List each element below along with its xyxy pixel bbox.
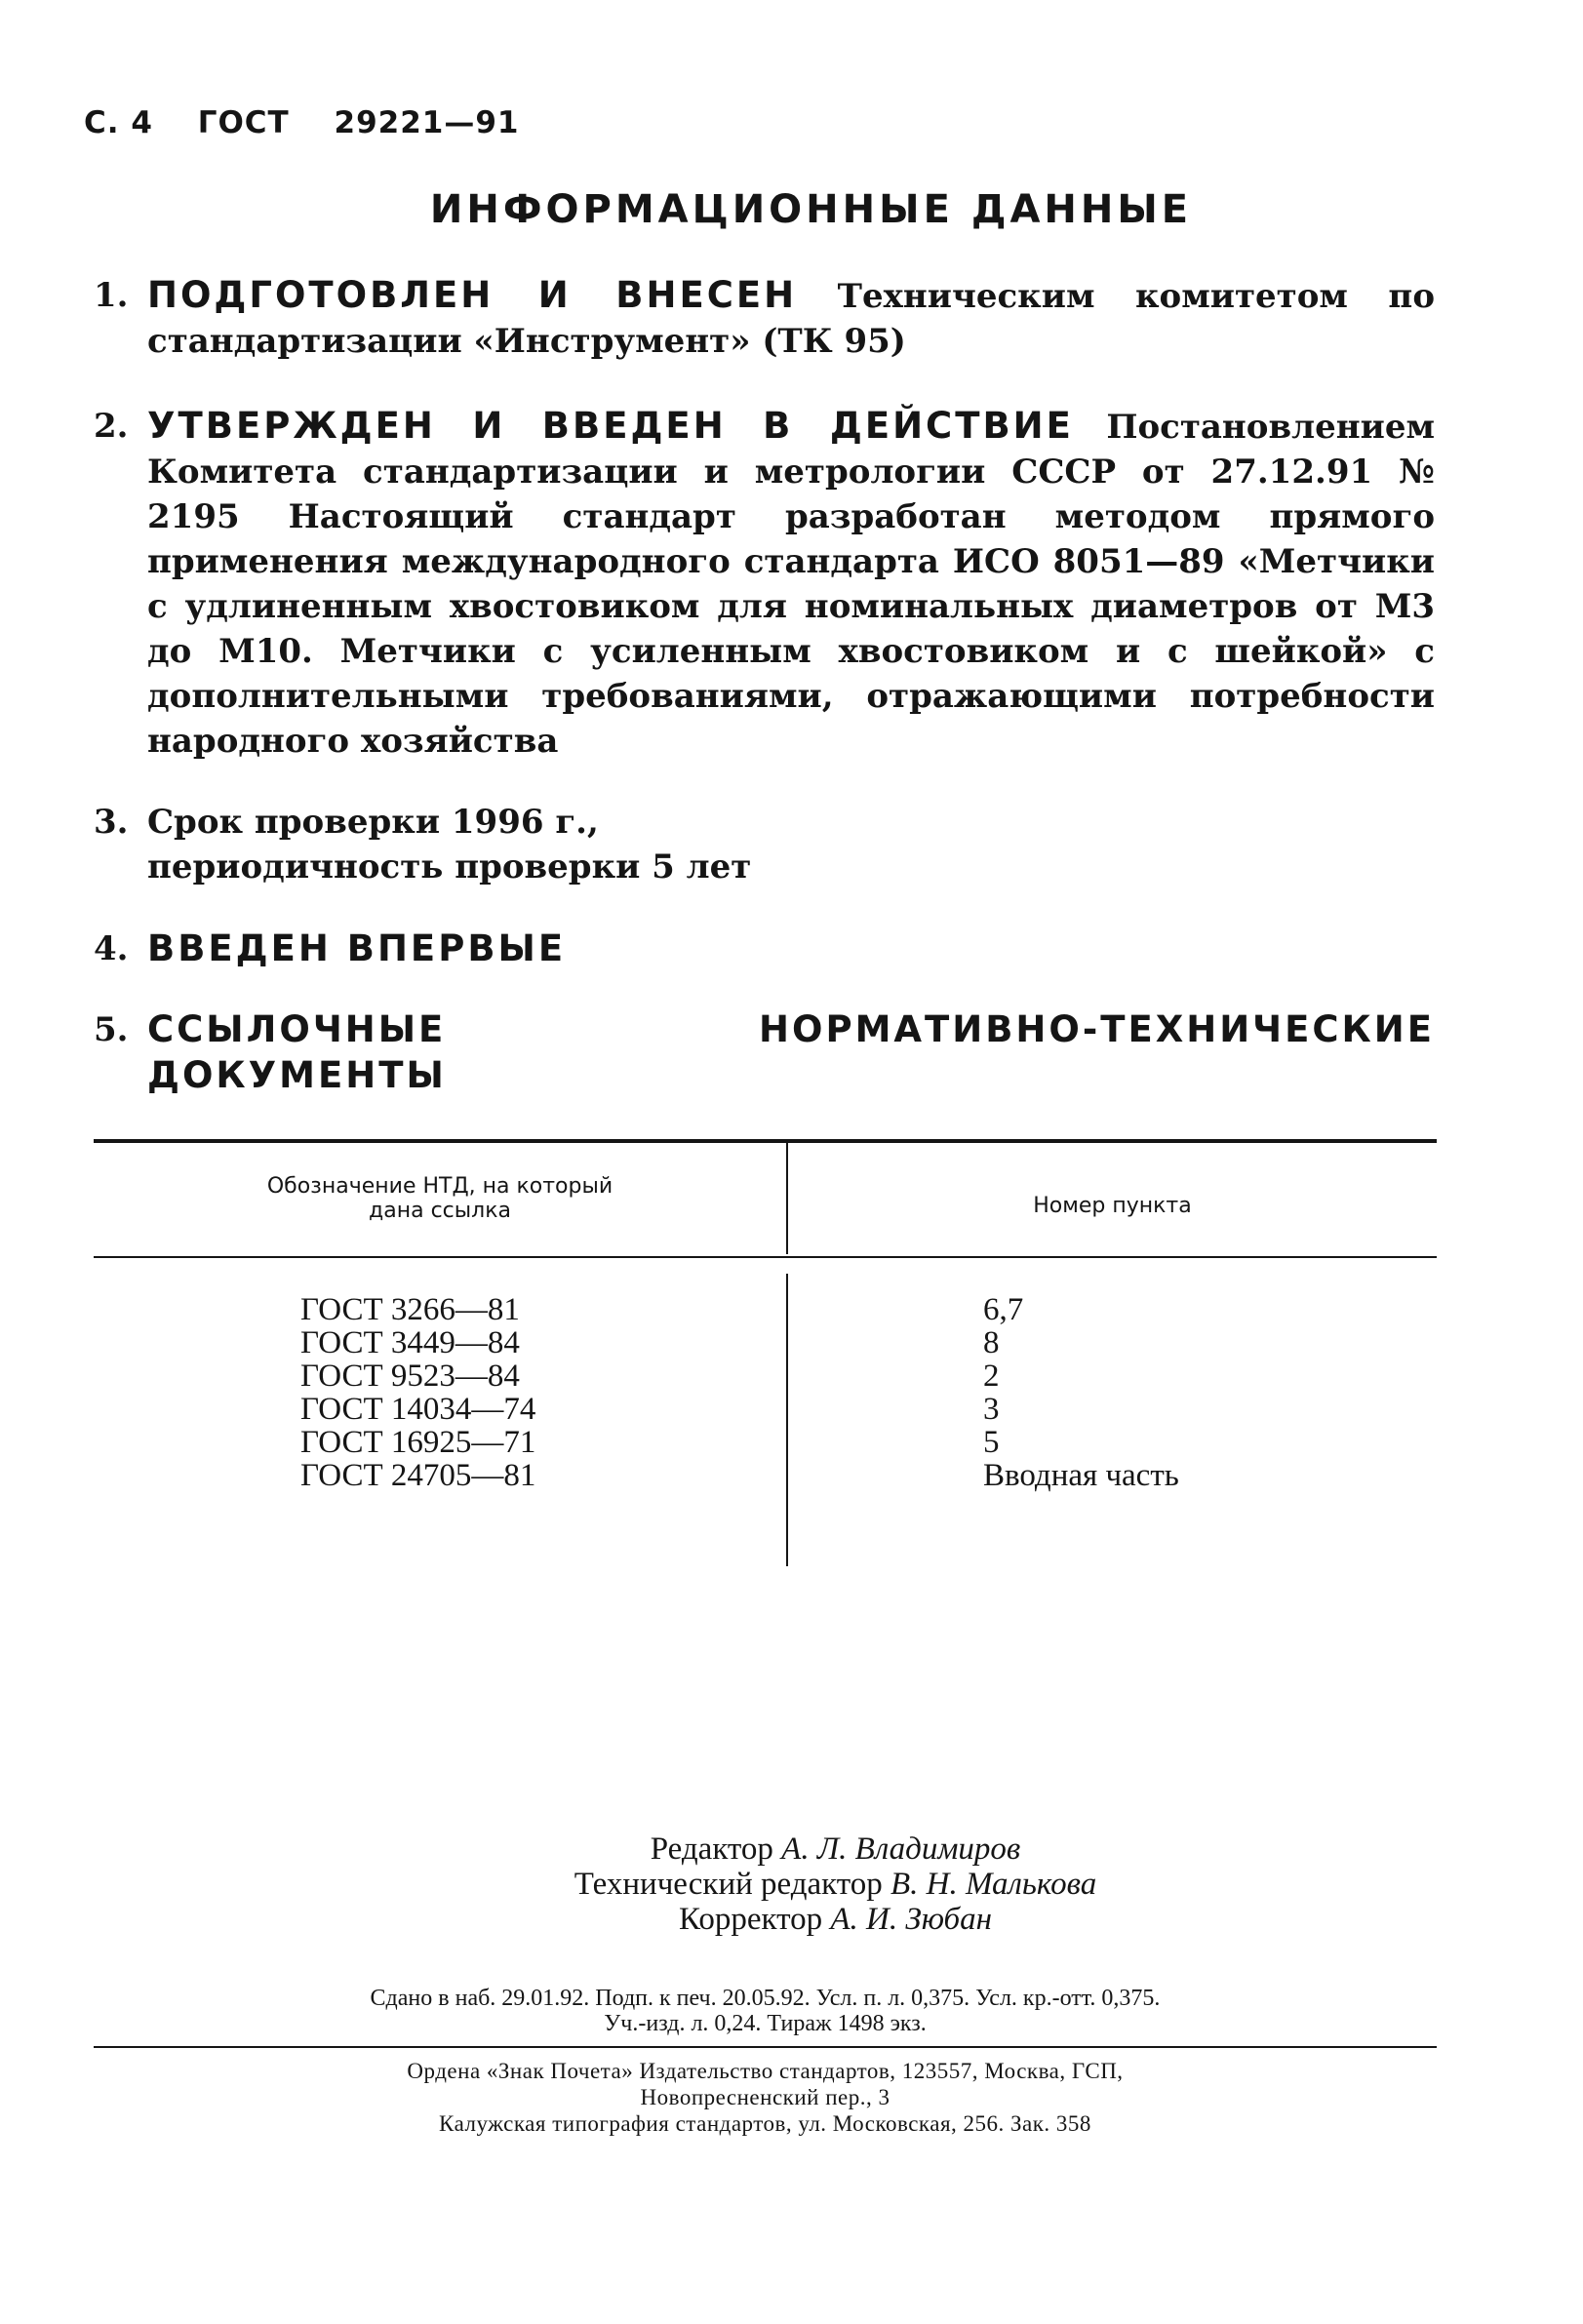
table-cell-clause: 3 — [983, 1392, 1000, 1427]
imprint-rule — [94, 2046, 1437, 2048]
imprint-block — [94, 1986, 1437, 2036]
standard-number: 29221—91 — [334, 105, 520, 140]
column-header-clause: Номер пункта — [1033, 1194, 1192, 1218]
table-cell-clause: 5 — [983, 1425, 1000, 1460]
publisher-line: Новопресненский пер., 3 — [640, 2085, 890, 2109]
table-cell-document: ГОСТ 16925—71 — [300, 1425, 536, 1460]
table-cell-clause: Вводная часть — [983, 1458, 1179, 1493]
item-text-line: периодичность проверки 5 лет — [147, 847, 752, 886]
credit-tech-editor: Технический редактор В. Н. Малькова — [574, 1867, 1097, 1902]
imprint-line: Сдано в наб. 29.01.92. Подп. к печ. 20.05.92. Усл. п. л. 0,375. Усл. кр.-отт. 0,375. — [370, 1986, 1161, 2011]
item-text: Техническим комитетом по стандартизации «Инструмент» (ТК 95) — [147, 277, 1435, 361]
table-cell-clause: 8 — [983, 1325, 1000, 1360]
item-body — [147, 926, 1435, 972]
item-number: 4. — [94, 929, 129, 968]
table-cell-document: ГОСТ 3266—81 — [300, 1292, 520, 1327]
item-number: 5. — [94, 1010, 129, 1049]
document-column — [300, 1293, 535, 1492]
references-table — [94, 1139, 1437, 1578]
credit-corrector: Корректор А. И. Зюбан — [679, 1902, 992, 1937]
page-header — [84, 105, 553, 140]
table-cell-clause: 2 — [983, 1359, 1000, 1394]
item-body — [147, 404, 1435, 764]
column-header-document: Обозначение НТД, на который дана ссылка — [266, 1174, 613, 1223]
info-item-1 — [94, 273, 1435, 364]
table-header-rule — [94, 1256, 1437, 1258]
table-cell-document: ГОСТ 24705—81 — [300, 1458, 536, 1493]
section-title: ИНФОРМАЦИОННЫЕ ДАННЫЕ — [429, 187, 1193, 232]
info-item-4 — [94, 926, 1435, 972]
publisher-block — [94, 2058, 1437, 2137]
table-cell-document: ГОСТ 3449—84 — [300, 1325, 520, 1360]
item-text: Постановлением Комитета стандартизации и метрологии СССР от 27.12.91 № 2195 Настоящий стандарт разработан методом прямого применения международного стандарта ИСО 8051—89 «Метчики с удлиненным хвостовиком для номинальных диаметров от М3 до М10. Метчики с усиленным хвостовиком и с шейкой» с дополнительными требованиями, отражающими потребности народного хозяйства — [147, 408, 1435, 761]
item-heading: УТВЕРЖДЕН И ВВЕДЕН В ДЕЙСТВИЕ — [147, 405, 1074, 447]
info-item-5 — [94, 1007, 1435, 1099]
publisher-line: Ордена «Знак Почета» Издательство стандартов, 123557, Москва, ГСП, — [407, 2059, 1124, 2083]
table-cell-document: ГОСТ 14034—74 — [300, 1392, 536, 1427]
clause-column — [983, 1293, 1179, 1492]
item-number: 1. — [94, 276, 129, 315]
credits-block — [0, 1832, 1583, 1937]
imprint-line: Уч.-изд. л. 0,24. Тираж 1498 экз. — [604, 2011, 927, 2036]
item-body — [147, 1007, 1435, 1099]
item-number: 2. — [94, 407, 129, 446]
item-body — [147, 800, 1435, 889]
item-heading: ПОДГОТОВЛЕН И ВНЕСЕН — [147, 274, 798, 316]
item-number: 3. — [94, 803, 129, 842]
item-body — [147, 273, 1435, 364]
page-number: С. 4 — [84, 105, 153, 140]
table-body-divider — [786, 1274, 788, 1566]
table-cell-clause: 6,7 — [983, 1292, 1024, 1327]
table-top-rule — [94, 1139, 1437, 1143]
item-heading: ВВЕДЕН ВПЕРВЫЕ — [147, 927, 567, 969]
info-item-3 — [94, 800, 1435, 889]
info-item-2 — [94, 404, 1435, 764]
credit-editor: Редактор А. Л. Владимиров — [650, 1832, 1021, 1867]
table-cell-document: ГОСТ 9523—84 — [300, 1359, 520, 1394]
publisher-line: Калужская типография стандартов, ул. Московская, 256. Зак. 358 — [439, 2111, 1091, 2136]
item-heading: ССЫЛОЧНЫЕ НОРМАТИВНО-ТЕХНИЧЕСКИЕ ДОКУМЕНТЫ — [147, 1008, 1435, 1096]
item-text-line: Срок проверки 1996 г., — [147, 803, 599, 842]
standard-label: ГОСТ — [197, 105, 290, 140]
